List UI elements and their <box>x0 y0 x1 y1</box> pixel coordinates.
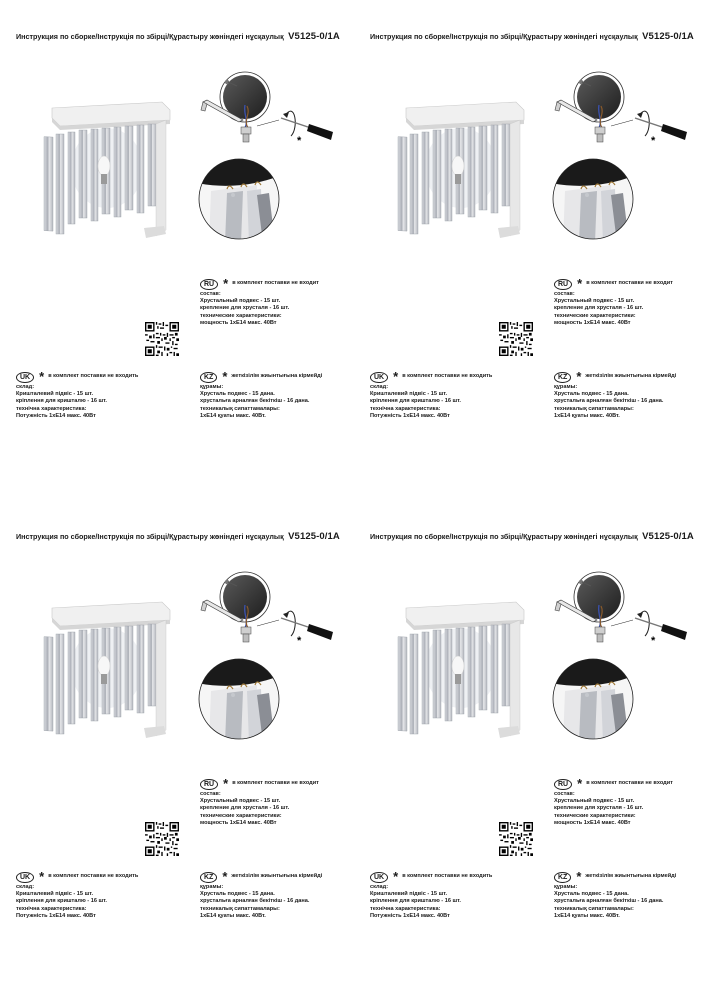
wall-lamp-image <box>386 88 536 248</box>
language-badge-uk: UK <box>370 372 388 383</box>
qr-code <box>145 322 179 356</box>
sheet-title: Инструкция по сборке/Інструкція по збірці/Құрастыру жөніндегі нұсқаулық V5125-0/1A <box>370 31 694 42</box>
language-badge-kz: KZ <box>200 872 217 883</box>
spec-block-uk: UK * в комплект поставки не входить склад: Кришталевий підвіс - 15 шт. кріплення для кришталю - 16 шт. технічна характеристика: Потужність 1хЕ14 макс. 40Вт <box>370 369 493 419</box>
model-number: V5125-0/1A <box>288 31 340 42</box>
spec-block-ru: RU * в комплект поставки не входит состав: Хрустальный подвес - 15 шт. крепление для хрусталя - 16 шт. технические характеристики: мощность 1хЕ14 макс. 40Вт <box>554 276 673 326</box>
instruction-sheet <box>0 0 353 500</box>
mounting-detail-drawing <box>197 70 337 155</box>
model-number: V5125-0/1A <box>642 31 694 42</box>
language-badge-uk: UK <box>16 372 34 383</box>
language-badge-ru: RU <box>200 279 218 290</box>
language-badge-kz: KZ <box>554 872 571 883</box>
wall-lamp-image <box>32 88 182 248</box>
language-badge-ru: RU <box>554 779 572 790</box>
crystal-closeup-drawing <box>197 155 282 243</box>
spec-block-uk: UK * в комплект поставки не входить склад: Кришталевий підвіс - 15 шт. кріплення для кришталю - 16 шт. технічна характеристика: Потужність 1хЕ14 макс. 40Вт <box>370 869 493 919</box>
crystal-closeup-drawing <box>551 655 636 743</box>
model-number: V5125-0/1A <box>642 531 694 542</box>
language-badge-kz: KZ <box>554 372 571 383</box>
asterisk-icon: * <box>577 276 583 291</box>
language-badge-ru: RU <box>554 279 572 290</box>
asterisk-icon: * <box>222 869 228 884</box>
asterisk-icon: * <box>39 369 45 384</box>
asterisk-icon: * <box>393 869 399 884</box>
qr-code <box>499 822 533 856</box>
crystal-closeup-drawing <box>551 155 636 243</box>
asterisk-icon: * <box>393 369 399 384</box>
wall-lamp-image <box>386 588 536 748</box>
spec-block-kz: KZ * жеткізілім жиынтығына кірмейді құрамы: Хрусталь подвес - 15 дана. хрустальға арналған бекіткіш - 16 дана. техникалық сипаттамалары: 1хЕ14 қуаты макс. 40Вт. <box>200 869 323 919</box>
language-badge-ru: RU <box>200 779 218 790</box>
instruction-sheet <box>354 0 707 500</box>
qr-code <box>145 822 179 856</box>
model-number: V5125-0/1A <box>288 531 340 542</box>
asterisk-icon: * <box>223 776 229 791</box>
spec-block-uk: UK * в комплект поставки не входить склад: Кришталевий підвіс - 15 шт. кріплення для кришталю - 16 шт. технічна характеристика: Потужність 1хЕ14 макс. 40Вт <box>16 869 139 919</box>
mounting-detail-drawing <box>551 70 691 155</box>
sheet-title: Инструкция по сборке/Інструкція по збірці/Құрастыру жөніндегі нұсқаулық V5125-0/1A <box>16 531 340 542</box>
spec-block-kz: KZ * жеткізілім жиынтығына кірмейді құрамы: Хрусталь подвес - 15 дана. хрустальға арналған бекіткіш - 16 дана. техникалық сипаттамалары: 1хЕ14 қуаты макс. 40Вт. <box>554 369 677 419</box>
asterisk-icon: * <box>576 369 582 384</box>
sheet-title: Инструкция по сборке/Інструкція по збірці/Құрастыру жөніндегі нұсқаулық V5125-0/1A <box>16 31 340 42</box>
instruction-sheet <box>0 500 353 1000</box>
language-badge-uk: UK <box>16 872 34 883</box>
sheet-title: Инструкция по сборке/Інструкція по збірці/Құрастыру жөніндегі нұсқаулық V5125-0/1A <box>370 531 694 542</box>
spec-block-kz: KZ * жеткізілім жиынтығына кірмейді құрамы: Хрусталь подвес - 15 дана. хрустальға арналған бекіткіш - 16 дана. техникалық сипаттамалары: 1хЕ14 қуаты макс. 40Вт. <box>554 869 677 919</box>
spec-block-kz: KZ * жеткізілім жиынтығына кірмейді құрамы: Хрусталь подвес - 15 дана. хрустальға арналған бекіткіш - 16 дана. техникалық сипаттамалары: 1хЕ14 қуаты макс. 40Вт. <box>200 369 323 419</box>
spec-block-ru: RU * в комплект поставки не входит состав: Хрустальный подвес - 15 шт. крепление для хрусталя - 16 шт. технические характеристики: мощность 1хЕ14 макс. 40Вт <box>554 776 673 826</box>
crystal-closeup-drawing <box>197 655 282 743</box>
asterisk-icon: * <box>39 869 45 884</box>
wall-lamp-image <box>32 588 182 748</box>
spec-block-ru: RU * в комплект поставки не входит состав: Хрустальный подвес - 15 шт. крепление для хрусталя - 16 шт. технические характеристики: мощность 1хЕ14 макс. 40Вт <box>200 776 319 826</box>
asterisk-icon: * <box>222 369 228 384</box>
language-badge-uk: UK <box>370 872 388 883</box>
spec-block-uk: UK * в комплект поставки не входить склад: Кришталевий підвіс - 15 шт. кріплення для кришталю - 16 шт. технічна характеристика: Потужність 1хЕ14 макс. 40Вт <box>16 369 139 419</box>
language-badge-kz: KZ <box>200 372 217 383</box>
spec-block-ru: RU * в комплект поставки не входит состав: Хрустальный подвес - 15 шт. крепление для хрусталя - 16 шт. технические характеристики: мощность 1хЕ14 макс. 40Вт <box>200 276 319 326</box>
mounting-detail-drawing <box>551 570 691 655</box>
qr-code <box>499 322 533 356</box>
asterisk-icon: * <box>576 869 582 884</box>
asterisk-icon: * <box>223 276 229 291</box>
mounting-detail-drawing <box>197 570 337 655</box>
instruction-sheet <box>354 500 707 1000</box>
asterisk-icon: * <box>577 776 583 791</box>
